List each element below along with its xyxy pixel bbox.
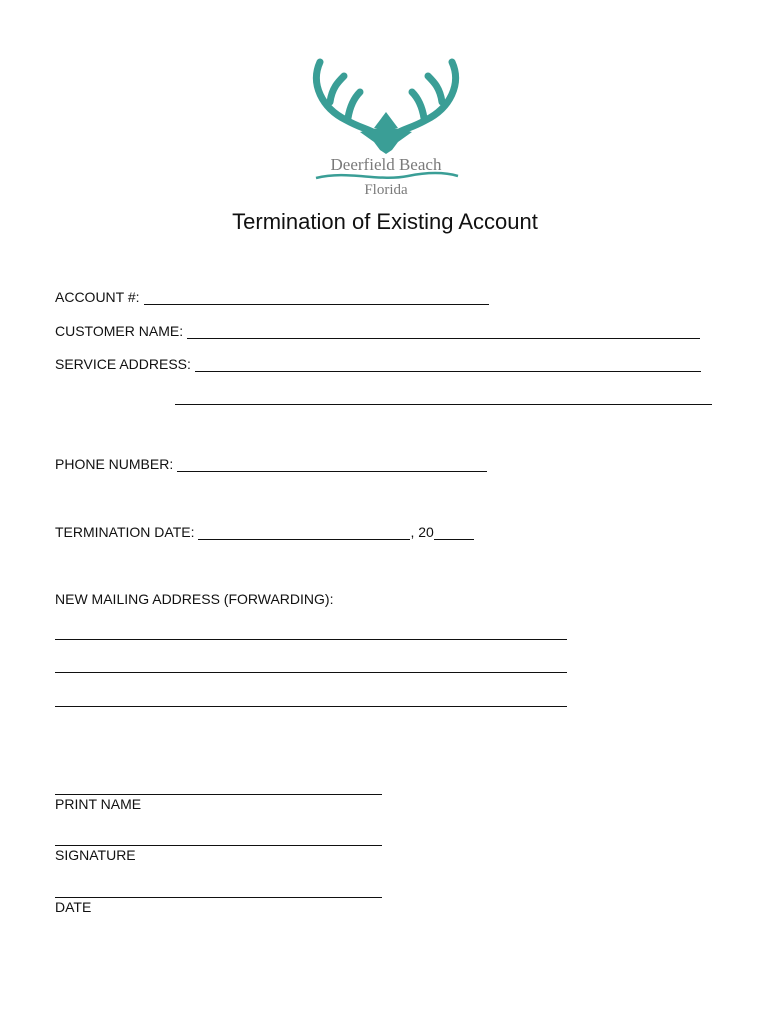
phone-number-line[interactable] xyxy=(177,457,487,472)
customer-name-label: CUSTOMER NAME: xyxy=(55,323,184,339)
account-number-label: ACCOUNT #: xyxy=(55,289,140,305)
service-address-label: SERVICE ADDRESS: xyxy=(55,356,191,372)
service-address-field[interactable] xyxy=(55,356,701,372)
termination-date-line[interactable] xyxy=(198,525,410,540)
account-number-field[interactable] xyxy=(55,289,489,305)
new-mailing-address-field xyxy=(55,591,337,607)
service-address-line[interactable] xyxy=(195,357,701,372)
customer-name-line[interactable] xyxy=(187,324,700,339)
termination-year-line[interactable] xyxy=(434,525,474,540)
date-label: DATE xyxy=(55,899,92,915)
termination-date-field[interactable] xyxy=(55,524,474,540)
new-mailing-address-line-2[interactable] xyxy=(55,672,567,673)
new-mailing-address-label: NEW MAILING ADDRESS (FORWARDING): xyxy=(55,591,334,607)
new-mailing-address-line-3[interactable] xyxy=(55,706,567,707)
termination-date-label: TERMINATION DATE: xyxy=(55,524,195,540)
year-prefix-label: , 20 xyxy=(410,524,434,540)
date-line[interactable] xyxy=(55,897,382,898)
print-name-label: PRINT NAME xyxy=(55,796,142,812)
signature-line[interactable] xyxy=(55,845,382,846)
svg-text:Florida: Florida xyxy=(364,182,408,198)
signature-label: SIGNATURE xyxy=(55,847,136,863)
account-number-line[interactable] xyxy=(144,290,489,305)
deer-antler-logo-icon xyxy=(308,58,464,200)
svg-text:Deerfield Beach: Deerfield Beach xyxy=(330,155,442,174)
phone-number-label: PHONE NUMBER: xyxy=(55,456,174,472)
customer-name-field[interactable] xyxy=(55,323,700,339)
phone-number-field[interactable] xyxy=(55,456,487,472)
new-mailing-address-line-1[interactable] xyxy=(55,639,567,640)
page-title: Termination of Existing Account xyxy=(232,209,538,234)
service-address-line-2[interactable] xyxy=(175,404,712,405)
deerfield-beach-logo xyxy=(308,58,464,200)
print-name-line[interactable] xyxy=(55,794,382,795)
